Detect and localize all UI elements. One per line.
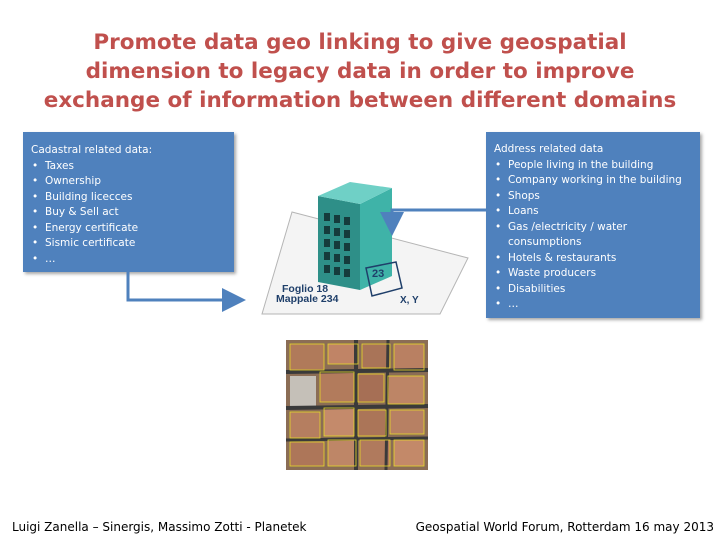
list-item: • Company working in the building (494, 173, 692, 189)
foglio-label: Foglio 18 (282, 283, 329, 295)
address-link-arrow (392, 210, 486, 230)
list-item: • Disabilities (494, 282, 692, 298)
list-item: • Sismic certificate (31, 236, 226, 252)
mappale-label: Mappale 234 (276, 293, 339, 305)
title-line-1: Promote data geo linking to give geospatial (93, 30, 627, 55)
list-item: • Hotels & restaurants (494, 251, 692, 267)
footer-authors: Luigi Zanella – Sinergis, Massimo Zotti - Planetek (12, 520, 307, 534)
list-item: • Building licecces (31, 190, 226, 206)
list-item: • Shops (494, 189, 692, 205)
list-item: • Energy certificate (31, 221, 226, 237)
xy-label: X, Y (400, 295, 419, 306)
list-item: • … (31, 252, 226, 268)
address-heading: Address related data (494, 143, 604, 155)
title-line-3: exchange of information between different domains (43, 88, 677, 113)
list-item: • Taxes (31, 159, 226, 175)
list-item: • People living in the building (494, 158, 692, 174)
list-item: • Ownership (31, 174, 226, 190)
footer-event: Geospatial World Forum, Rotterdam 16 may 2013 (415, 520, 714, 534)
list-item: • Loans (494, 204, 692, 220)
list-item: • … (494, 297, 692, 313)
title-line-2: dimension to legacy data in order to improve (85, 59, 635, 84)
list-item: • Gas /electricity / water consumptions (494, 220, 692, 251)
list-item: • Waste producers (494, 266, 692, 282)
house-number: 23 (372, 268, 385, 280)
list-item: • Buy & Sell act (31, 205, 226, 221)
aerial-cadastral-map (286, 340, 428, 470)
cadastral-link-arrow (128, 272, 240, 300)
cadastral-heading: Cadastral related data: (31, 144, 153, 156)
